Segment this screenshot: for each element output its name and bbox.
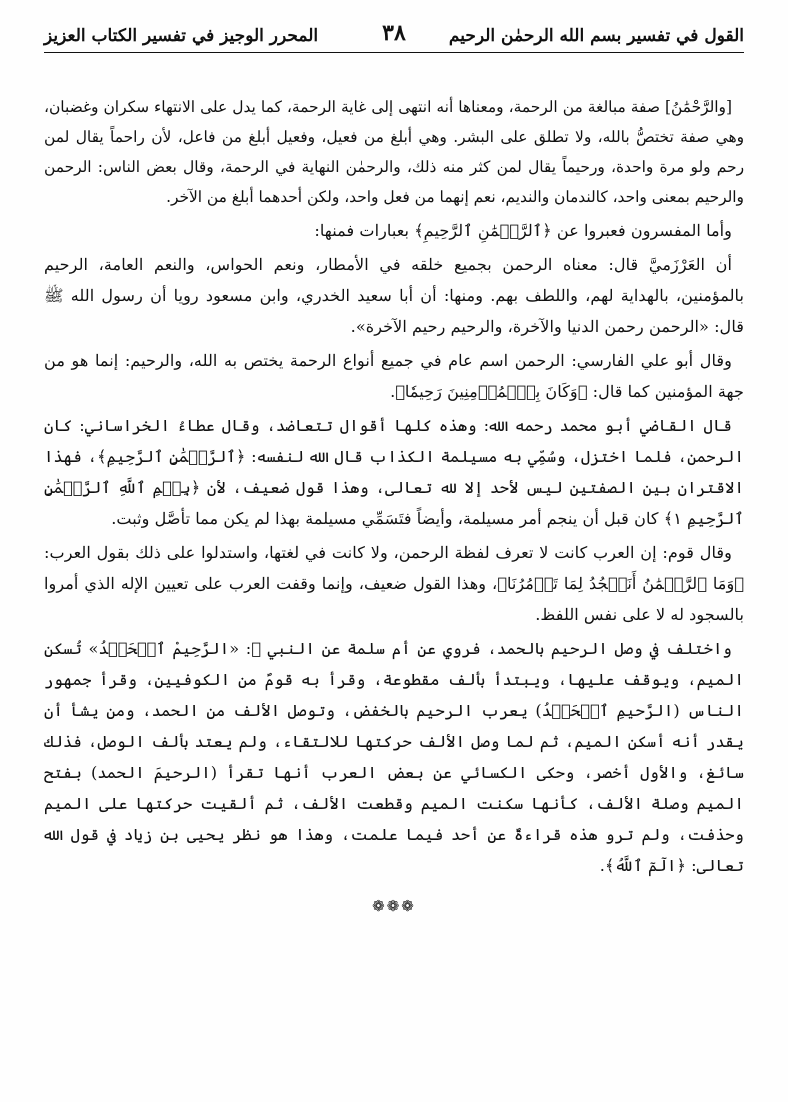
paragraph-6: وقال قوم: إن العرب كانت لا تعرف لفظة الرحمن، ولا كانت في لغتها، واستدلوا على ذلك بقول العرب: ﴿وَمَا ٱلرَّحۡمَٰنُ أَنَسۡجُدُ لِمَا تَأۡمُرُنَا﴾، وهذا القول ضعيف، وإنما وقفت العرب على تعيين الإله الذي أمروا بالسجود له لا على نفس اللفظ. — [44, 543, 744, 624]
paragraph-3: أن العَرْزَميَّ قال: معناه الرحمن بجميع خلقه في الأمطار، ونعم الحواس، والنعم العامة، الرحيم بالمؤمنين، بالهداية لهم، واللطف بهم. ومنها: أن أبا سعيد الخدري، وابن مسعود رويا أن رسول الله ﷺ قال: «الرحمن رحمن الدنيا والآخرة، والرحيم رحيم الآخرة». — [44, 255, 744, 336]
header-chapter-title: القول في تفسير بسم الله الرحمٰن الرحيم — [448, 26, 744, 46]
paragraph-5: قال القاضي أبو محمد رحمه الله: وهذه كلها أقوال تتعاضد، وقال عطاءُ الخراساني: كان الرحمن، فلما اختزل، وسُمِّي به مسيلمة الكذاب قال الله لنفسه: ﴿ٱلرَّحۡمَٰنِ ٱلرَّحِيمِ﴾، فهذا الاقتران بين الصفتين ليس لأحد إلا لله تعالى، وهذا قول ضعيف، لأن ﴿بِسۡمِ ٱللَّهِ ٱلرَّحۡمَٰنِ ٱلرَّحِيمِ ١﴾ كان قبل أن ينجم أمر مسيلمة، وأيضاً فتَسَمِّي مسيلمة بهذا لم يكن مما تأصَّل وثبت. — [44, 416, 744, 528]
page-body — [44, 92, 744, 921]
paragraph-7: واختلف في وصل الرحيم بالحمد، فروي عن أم سلمة عن النبي ﷺ: «الرَّحِيمْ ٱلۡحَمۡدُ» تُسكن الميم، ويوقف عليها، ويبتدأ بألف مقطوعة، وقرأ به قومٌ من الكوفيين، وقرأ جمهور الناس (الرَّحيمِ ٱلۡحَمۡدُ) يعرب الرحيم بالخفض، وتوصل الألف من الحمد، ومن يشأ أن يقدر أنه أسكن الميم، ثم لما وصل الألف حركتها للالتقاء، ولم يعتد بألف الوصل، فذلك سائغ، والأول أخصر، وحكى الكسائي عن بعض العرب أنها تقرأ (الرحيمَ الحمد) بفتح الميم وصلة الألف، كأنها سكنت الميم وقطعت الألف، ثم ألقيت حركتها على الميم وحذفت، ولم ترو هذه قراءةٌ عن أحد فيما علمت، وهذا هو نظر يحيى بن زياد في قول الله تعالى: ﴿الٓمٓ ٱللَّهُ﴾. — [44, 639, 744, 875]
running-header — [44, 12, 744, 53]
page-number: ٣٨ — [382, 20, 406, 46]
paragraph-2: وأما المفسرون فعبروا عن ﴿ٱلرَّحۡمَٰنِ ٱلرَّحِيمِ﴾ بعبارات فمنها: — [314, 221, 732, 240]
header-book-title: المحرر الوجيز في تفسير الكتاب العزيز — [44, 26, 319, 46]
paragraph-4: وقال أبو علي الفارسي: الرحمن اسم عام في جميع أنواع الرحمة يختص به الله، والرحيم: إنما هو من جهة المؤمنين كما قال: ﴿وَكَانَ بِٱلۡمُؤۡمِنِينَ رَحِيمٗا﴾. — [44, 351, 744, 401]
section-ornament: ❁❁❁ — [372, 897, 416, 915]
paragraph-1: [والرَّحْمَٰنُ] صفة مبالغة من الرحمة، ومعناها أنه انتهى إلى غاية الرحمة، كما يدل على الانتهاء سكران وغضبان، وهي صفة تختصُّ بالله، ولا تطلق على البشر. وهي أبلغ من فعيل، وفعيل أبلغ من فاعل، لأن راحماً يقال لمن رحم ولو مرة واحدة، ورحيماً يقال لمن كثر منه ذلك، والرحمٰن النهاية في الرحمة، وقال بعض الناس: الرحمن والرحيم بمعنى واحد، كالندمان والنديم، نعم إنهما من فعل واحد، ولكن أحدهما أبلغ من الآخر. — [44, 98, 744, 206]
